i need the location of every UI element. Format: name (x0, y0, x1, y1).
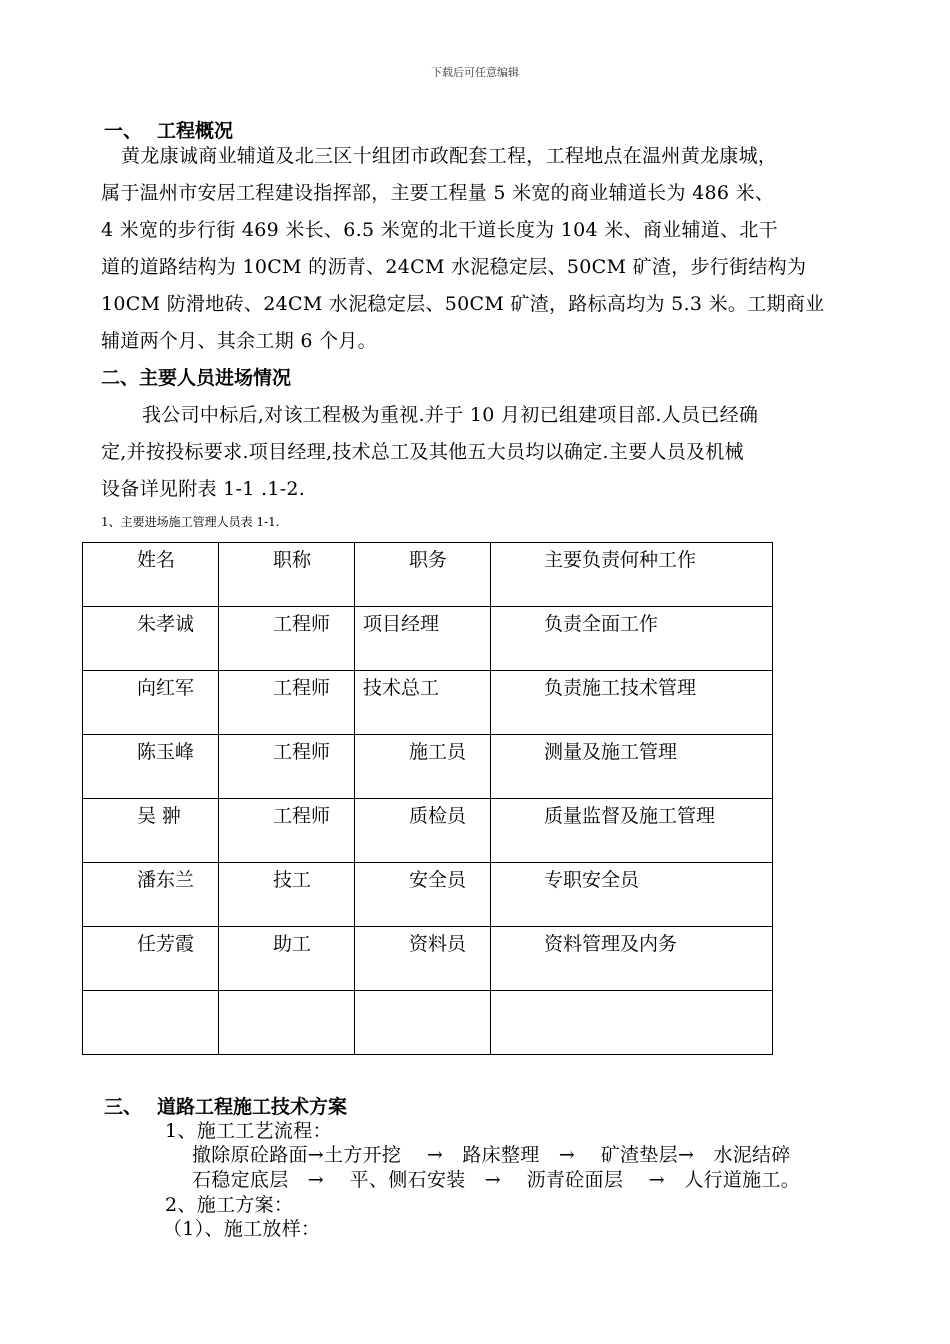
cell-name: 向红军 (83, 671, 219, 735)
section3-item-3: （1）、施工放样： (163, 1218, 321, 1240)
cell-name: 潘东兰 (83, 863, 219, 927)
cell-duty: 负责全面工作 (491, 607, 773, 671)
header-cell-name: 姓名 (83, 543, 219, 607)
section1-line-1: 黄龙康诚商业辅道及北三区十组团市政配套工程，工程地点在温州黄龙康城， (121, 145, 778, 167)
cell-name: 任芳霞 (83, 927, 219, 991)
header-cell-position: 职务 (355, 543, 491, 607)
section3-title: 道路工程施工技术方案 (157, 1096, 348, 1118)
header-cell-duty: 主要负责何种工作 (491, 543, 773, 607)
section1-number: 一、 (104, 120, 143, 142)
page-header-note: 下载后可任意编辑 (431, 66, 519, 79)
section2-line-2: 定,并按投标要求.项目经理,技术总工及其他五大员均以确定.主要人员及机械 (101, 441, 744, 463)
table-row (83, 735, 773, 799)
section2-title: 二、主要人员进场情况 (101, 367, 292, 389)
section1-line-6: 辅道两个月、其余工期 6 个月。 (101, 330, 377, 352)
cell-name: 陈玉峰 (83, 735, 219, 799)
table-row-empty (83, 991, 773, 1055)
section3-number: 三、 (104, 1096, 143, 1118)
cell-position: 安全员 (355, 863, 491, 927)
section3-item-2: 2、施工方案： (165, 1194, 294, 1216)
section1-title: 工程概况 (157, 120, 234, 142)
cell-duty: 资料管理及内务 (491, 927, 773, 991)
cell-title: 助工 (219, 927, 355, 991)
cell-position: 项目经理 (355, 607, 491, 671)
cell-duty: 专职安全员 (491, 863, 773, 927)
section1-line-2: 属于温州市安居工程建设指挥部，主要工程量 5 米宽的商业辅道长为 486 米、 (101, 182, 775, 204)
section2-line-3: 设备详见附表 1-1 .1-2. (101, 478, 306, 500)
section1-line-3: 4 米宽的步行街 469 米长、6.5 米宽的北干道长度为 104 米、商业辅道、北干 (101, 219, 778, 241)
cell-position: 资料员 (355, 927, 491, 991)
cell-duty (491, 991, 773, 1055)
cell-position: 技术总工 (355, 671, 491, 735)
section2-line-1: 我公司中标后,对该工程极为重视.并于 10 月初已组建项目部.人员已经确 (142, 404, 759, 426)
section1-line-5: 10CM 防滑地砖、24CM 水泥稳定层、50CM 矿渣，路标高均为 5.3 米。工期商业 (101, 293, 825, 315)
section1-line-4: 道的道路结构为 10CM 的沥青、24CM 水泥稳定层、50CM 矿渣，步行街结构为 (101, 256, 807, 278)
section3-item-1: 1、施工工艺流程： (165, 1120, 332, 1142)
cell-title: 工程师 (219, 607, 355, 671)
cell-title (219, 991, 355, 1055)
cell-name: 朱孝诚 (83, 607, 219, 671)
table-row (83, 607, 773, 671)
cell-title: 技工 (219, 863, 355, 927)
table-header-row (83, 543, 773, 607)
process-flow-line-2: 石稳定底层 → 平、侧石安装 → 沥青砼面层 → 人行道施工。 (192, 1169, 801, 1191)
header-cell-title: 职称 (219, 543, 355, 607)
table-row (83, 671, 773, 735)
table-row (83, 863, 773, 927)
table-row (83, 799, 773, 863)
cell-title: 工程师 (219, 671, 355, 735)
cell-duty: 负责施工技术管理 (491, 671, 773, 735)
cell-duty: 测量及施工管理 (491, 735, 773, 799)
table-row (83, 927, 773, 991)
table-caption: 1、主要进场施工管理人员表 1-1. (101, 515, 280, 529)
cell-position (355, 991, 491, 1055)
cell-name (83, 991, 219, 1055)
cell-duty: 质量监督及施工管理 (491, 799, 773, 863)
cell-name: 吴 翀 (83, 799, 219, 863)
cell-title: 工程师 (219, 735, 355, 799)
cell-title: 工程师 (219, 799, 355, 863)
cell-position: 施工员 (355, 735, 491, 799)
process-flow-line-1: 撤除原砼路面→土方开挖 → 路床整理 → 矿渣垫层→ 水泥结碎 (192, 1144, 791, 1166)
staff-table (82, 542, 773, 1055)
cell-position: 质检员 (355, 799, 491, 863)
